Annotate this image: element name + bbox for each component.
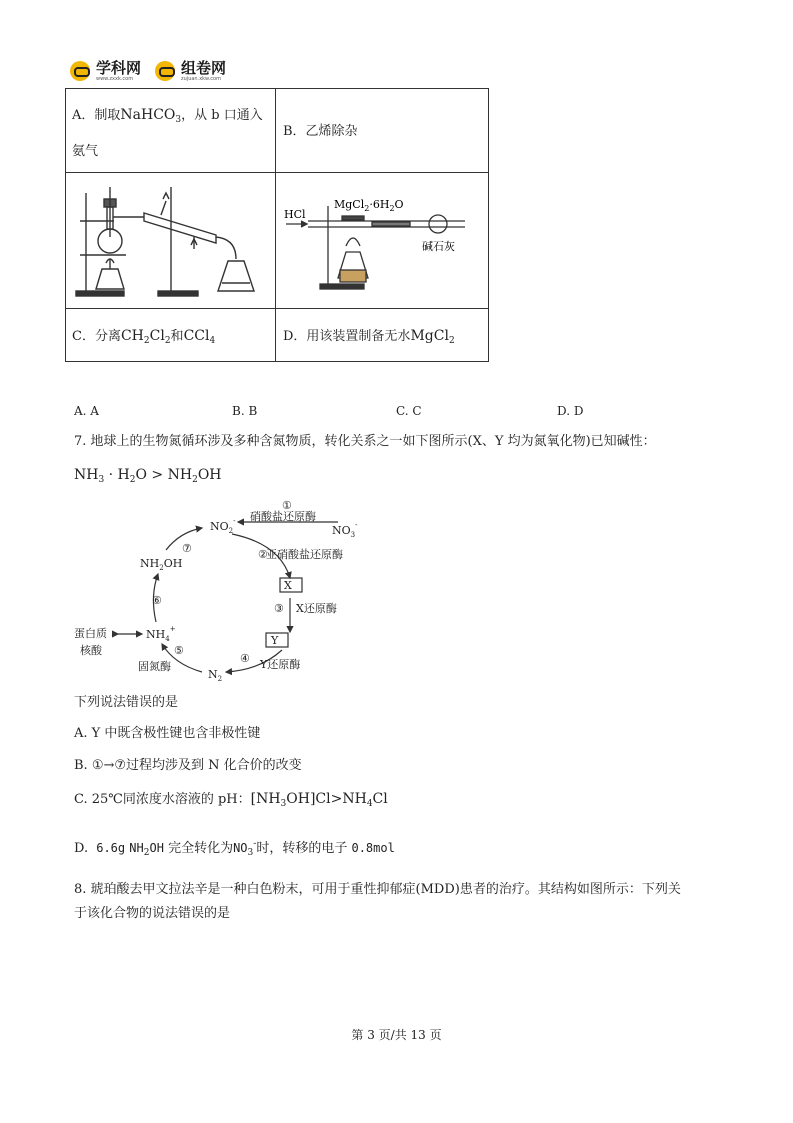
flame xyxy=(346,238,360,246)
nh4-label: $NH_4^+$ xyxy=(146,625,176,643)
stand-base xyxy=(76,291,124,296)
option-b: B. B xyxy=(232,404,258,418)
q8-stem-line1: 8. 琥珀酸去甲文拉法辛是一种白色粉末，可用于重性抑郁症(MDD)患者的治疗。其结构如图所示：下列关 xyxy=(74,882,681,897)
page-footer: 第 3 页/共 13 页 xyxy=(351,1028,442,1042)
q7-option-a: A. Y 中既含极性键也含非极性键 xyxy=(74,726,261,741)
distillation-apparatus xyxy=(66,173,274,307)
enzyme-3: X还原酶 xyxy=(296,602,337,615)
option-c: C. C xyxy=(396,404,422,418)
soda-lime-label: 碱石灰 xyxy=(422,240,455,253)
q7-basicity: $NH_3 \cdot H_2O > NH_2OH$ xyxy=(74,467,222,485)
option-a-label: A．制取NaHCO$_3$，从 b 口通入 xyxy=(72,107,263,125)
step-5: ⑤ xyxy=(174,644,184,657)
hcl-label: HCl xyxy=(284,208,306,221)
option-d: D. D xyxy=(557,404,584,418)
option-b-label: B．乙烯除杂 xyxy=(283,124,358,139)
stand-base xyxy=(158,291,198,296)
salt-label: $MgCl_2\cdot 6H_2O$ xyxy=(334,198,404,213)
drying-bulb xyxy=(429,215,447,233)
option-c-label: C．分离$CH_2Cl_2$和CCl$_4$ xyxy=(72,328,216,346)
step-3: ③ xyxy=(274,602,284,615)
stand-base xyxy=(320,284,364,289)
owl-badge-icon xyxy=(155,61,175,81)
wooden-block xyxy=(340,270,366,282)
alcohol-lamp xyxy=(96,269,124,289)
option-a: A. A xyxy=(74,404,99,418)
condenser xyxy=(144,213,216,243)
enzyme-5: 固氮酶 xyxy=(138,660,171,673)
conical-flask xyxy=(218,261,254,291)
adapter xyxy=(216,237,236,259)
protein-label: 蛋白质 xyxy=(74,627,107,640)
q7-question: 下列说法错误的是 xyxy=(74,695,179,710)
nitrogen-cycle-diagram xyxy=(70,494,370,684)
q7-option-d: D. 6.6g $NH_2OH$ 完全转化为$NO_3^-$时，转移的电子 0.8mol xyxy=(74,839,395,858)
owl-badge-icon xyxy=(70,61,90,81)
option-a-label-line2: 氨气 xyxy=(72,144,99,159)
n2-label: $N_2$ xyxy=(208,668,223,683)
enzyme-2: 亚硝酸盐还原酶 xyxy=(266,548,343,561)
step-1: ① xyxy=(282,499,292,512)
salt-sample xyxy=(342,216,364,220)
arrow-up xyxy=(163,193,169,199)
q7-option-b: B. ①→⑦过程均涉及到 N 化合价的改变 xyxy=(74,758,302,773)
q7-option-c: C. 25℃同浓度水溶液的 pH：$[NH_3OH]Cl>NH_4Cl$ xyxy=(74,791,388,809)
hcl-arrow-head xyxy=(301,221,307,227)
step-4: ④ xyxy=(240,652,250,665)
y-label: Y xyxy=(271,634,279,647)
mgcl2-apparatus xyxy=(280,186,486,294)
option-d-label: D．用该装置制备无水MgCl$_2$ xyxy=(283,328,455,346)
q8-stem-line2: 于该化合物的说法错误的是 xyxy=(74,906,231,921)
step-2: ② xyxy=(258,548,268,561)
step-7: ⑦ xyxy=(182,542,192,555)
nucleic-acid-label: 核酸 xyxy=(80,644,102,657)
water-outlet xyxy=(161,201,166,215)
brand-zujuan: 组卷网 zujuan.xkw.com xyxy=(181,59,227,82)
nh2oh-label: $NH_2OH$ xyxy=(140,557,183,572)
no2-label: $NO_2^-$ xyxy=(210,517,236,535)
step-6: ⑥ xyxy=(152,594,162,607)
x-label: X xyxy=(284,579,292,592)
enzyme-4: Y还原酶 xyxy=(260,658,301,671)
header-logo xyxy=(70,58,226,84)
brand-zxxk: 学科网 www.zxxk.com xyxy=(96,59,142,82)
enzyme-1: 硝酸盐还原酶 xyxy=(250,510,316,523)
heating-zone xyxy=(372,222,410,226)
q7-stem: 7. 地球上的生物氮循环涉及多种含氮物质，转化关系之一如下图所示(X、Y 均为氮氧化物)已知碱性： xyxy=(74,434,656,449)
table-divider xyxy=(275,88,276,362)
no3-label: $NO_3^-$ xyxy=(332,521,358,539)
table-divider xyxy=(65,308,489,309)
